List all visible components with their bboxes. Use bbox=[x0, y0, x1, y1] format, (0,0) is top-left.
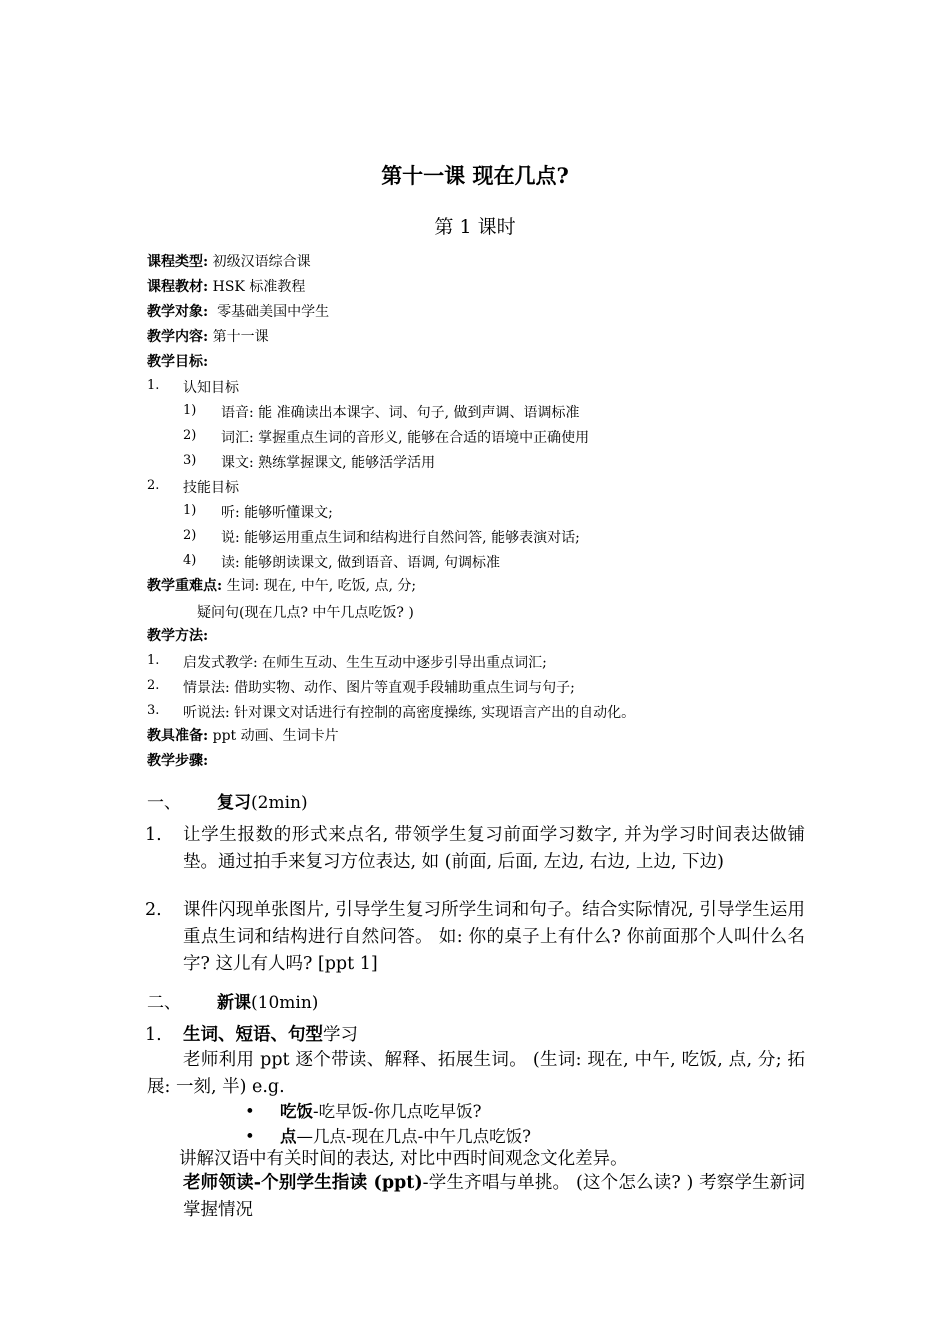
vocab-paragraph: 老师利用 ppt 逐个带读、解释、拓展生词。 (生词: 现在, 中午, 吃饭, 点, 分; 拓展: 一刻, 半) e.g. bbox=[147, 1050, 805, 1097]
review-item-number: 1. bbox=[145, 825, 162, 845]
review-item-text: 课件闪现单张图片, 引导学生复习所学生词和句子。结合实际情况, 引导学生运用重点生词和结构进行自然问答。 如: 你的桌子上有什么? 你前面那个人叫什么名字? 这儿有人吗? [ppt 1] bbox=[183, 900, 805, 974]
course-type-row bbox=[147, 253, 311, 271]
section-heading-review bbox=[147, 788, 308, 813]
review-item-number: 2. bbox=[145, 900, 162, 920]
goal-number: 2. bbox=[147, 478, 160, 493]
goal-item-text: 说: 能够运用重点生词和结构进行自然问答, 能够表演对话; bbox=[221, 530, 580, 546]
method-text: 听说法: 针对课文对话进行有控制的高密度操练, 实现语言产出的自动化。 bbox=[183, 705, 636, 721]
vocab-word: 吃饭 bbox=[280, 1102, 313, 1121]
goal-item-number: 2) bbox=[183, 528, 197, 543]
section-title: 复习 bbox=[217, 793, 251, 813]
vocab-expansion: -吃早饭-你几点吃早饭? bbox=[313, 1102, 482, 1121]
subsection-number: 1. bbox=[145, 1025, 162, 1045]
goal-item-number: 3) bbox=[183, 453, 197, 468]
content-value: 第十一课 bbox=[212, 329, 269, 345]
audience-value: 零基础美国中学生 bbox=[212, 304, 330, 320]
goals-row bbox=[147, 353, 208, 371]
course-type-label: 课程类型: bbox=[147, 254, 209, 270]
method-text: 启发式教学: 在师生互动、生生互动中逐步引导出重点词汇; bbox=[183, 655, 547, 671]
key-points-label: 教学重难点: bbox=[147, 578, 223, 594]
tools-value: ppt 动画、生词卡片 bbox=[212, 728, 339, 744]
section-time: (2min) bbox=[251, 793, 308, 813]
vocab-bullet bbox=[245, 1123, 531, 1147]
textbook-value: HSK 标准教程 bbox=[212, 279, 306, 295]
textbook-row bbox=[147, 278, 305, 296]
content-row bbox=[147, 328, 269, 346]
page-title: 第十一课 现在几点? bbox=[381, 163, 569, 188]
time-expression-paragraph: 讲解汉语中有关时间的表达, 对比中西时间观念文化差异。 bbox=[179, 1149, 628, 1169]
audience-row bbox=[147, 303, 329, 321]
goals-label: 教学目标: bbox=[147, 354, 209, 370]
vocab-word: 点 bbox=[280, 1127, 297, 1146]
tools-row bbox=[147, 727, 339, 745]
key-points-line2: 疑问句(现在几点? 中午几点吃饭? ) bbox=[197, 605, 414, 621]
goal-heading: 技能目标 bbox=[183, 480, 239, 496]
reading-practice-rest: -学生齐唱与单挑。 (这个怎么读? ) 考察学生新词掌握情况 bbox=[183, 1173, 805, 1220]
methods-row bbox=[147, 627, 208, 645]
subsection-title-rest: 学习 bbox=[323, 1025, 358, 1045]
key-points-row bbox=[147, 577, 416, 595]
review-item bbox=[145, 822, 805, 876]
reading-practice-bold: 老师领读-个别学生指读 (ppt) bbox=[183, 1173, 423, 1193]
subsection-title-bold: 生词、短语、句型 bbox=[183, 1025, 323, 1045]
bullet-icon: • bbox=[245, 1127, 255, 1146]
subsection-heading bbox=[145, 1022, 805, 1049]
audience-label: 教学对象: bbox=[147, 304, 209, 320]
method-number: 3. bbox=[147, 703, 160, 718]
steps-row bbox=[147, 752, 208, 770]
method-text: 情景法: 借助实物、动作、图片等直观手段辅助重点生词与句子; bbox=[183, 680, 575, 696]
steps-label: 教学步骤: bbox=[147, 753, 209, 769]
goal-number: 1. bbox=[147, 378, 160, 393]
methods-label: 教学方法: bbox=[147, 628, 209, 644]
method-number: 2. bbox=[147, 678, 160, 693]
content-label: 教学内容: bbox=[147, 329, 209, 345]
section-number: 一、 bbox=[147, 793, 181, 813]
key-points-line1: 生词: 现在, 中午, 吃饭, 点, 分; bbox=[226, 578, 417, 594]
textbook-label: 课程教材: bbox=[147, 279, 209, 295]
goal-item-number: 4) bbox=[183, 553, 197, 568]
reading-practice-paragraph bbox=[183, 1170, 805, 1224]
bullet-icon: • bbox=[245, 1102, 255, 1121]
goal-item-text: 语音: 能 准确读出本课字、词、句子, 做到声调、语调标准 bbox=[221, 405, 580, 421]
goal-item-text: 听: 能够听懂课文; bbox=[221, 505, 333, 521]
review-item bbox=[145, 897, 805, 978]
goal-item-text: 词汇: 掌握重点生词的音形义, 能够在合适的语境中正确使用 bbox=[221, 430, 590, 446]
vocab-bullet bbox=[245, 1098, 482, 1122]
goal-item-text: 课文: 熟练掌握课文, 能够活学活用 bbox=[221, 455, 436, 471]
method-number: 1. bbox=[147, 653, 160, 668]
goal-heading: 认知目标 bbox=[183, 380, 239, 396]
section-heading-new-lesson bbox=[147, 988, 318, 1013]
section-time: (10min) bbox=[251, 993, 319, 1013]
tools-label: 教具准备: bbox=[147, 728, 209, 744]
section-title: 新课 bbox=[217, 993, 251, 1013]
goal-item-number: 1) bbox=[183, 403, 197, 418]
review-item-text: 让学生报数的形式来点名, 带领学生复习前面学习数字, 并为学习时间表达做铺垫。通过拍手来复习方位表达, 如 (前面, 后面, 左边, 右边, 上边, 下边) bbox=[183, 825, 805, 872]
vocab-expansion: —几点-现在几点-中午几点吃饭? bbox=[296, 1127, 531, 1146]
goal-item-text: 读: 能够朗读课文, 做到语音、语调, 句调标准 bbox=[221, 555, 500, 571]
section-number: 二、 bbox=[147, 993, 181, 1013]
page-subtitle: 第 1 课时 bbox=[434, 216, 516, 238]
goal-item-number: 1) bbox=[183, 503, 197, 518]
course-type-value: 初级汉语综合课 bbox=[212, 254, 311, 270]
goal-item-number: 2) bbox=[183, 428, 197, 443]
